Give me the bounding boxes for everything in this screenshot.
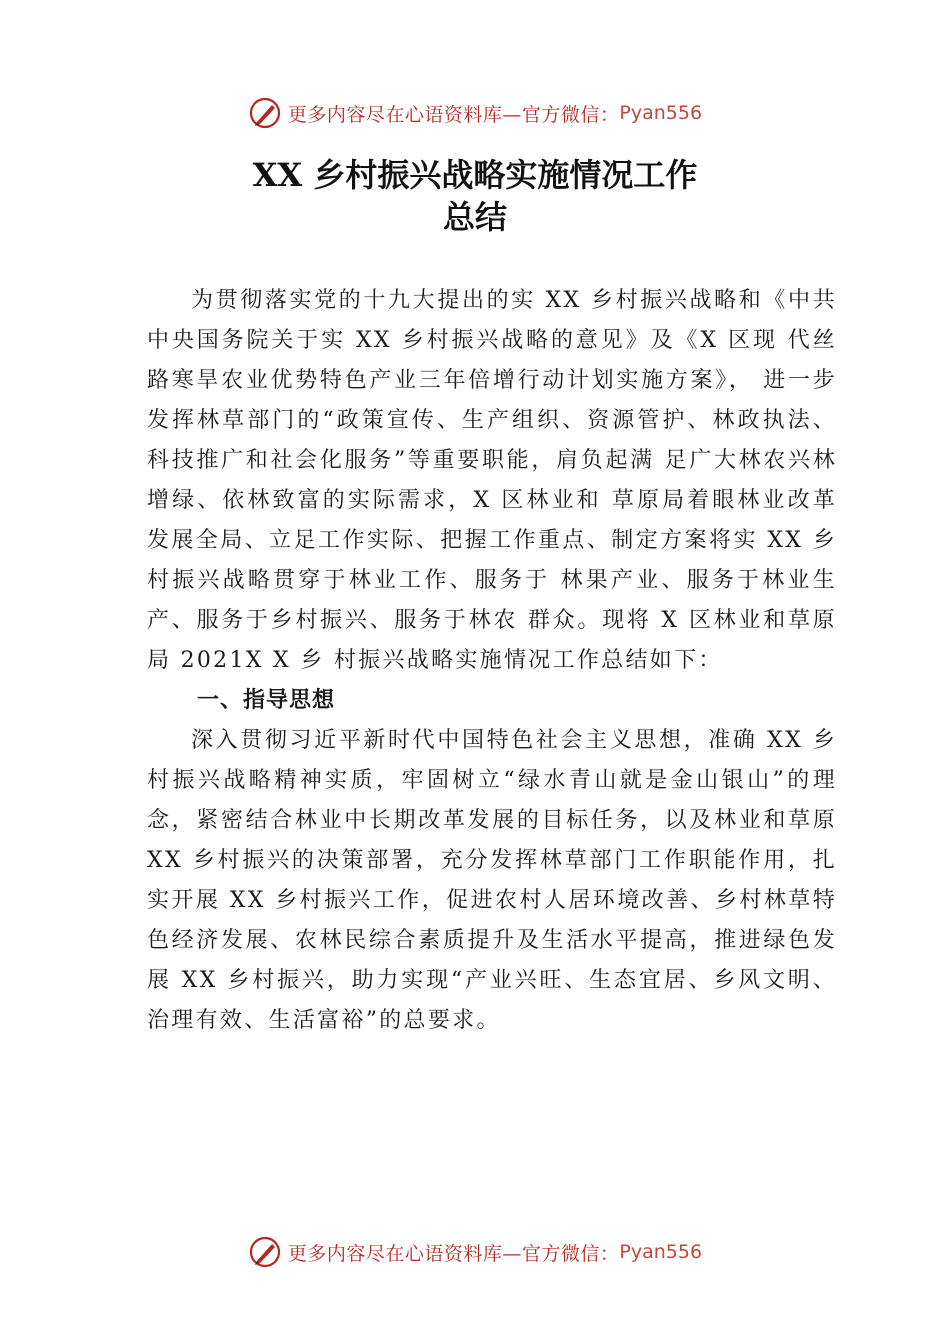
header-banner [0, 93, 950, 133]
pen-logo-icon [248, 1235, 282, 1269]
document-body [147, 281, 837, 1041]
document-title-continued: 总结 [442, 198, 507, 236]
banner-text: 更多内容尽在心语资料库—官方微信： [287, 103, 620, 126]
pen-logo-icon [248, 96, 282, 130]
banner-text: 更多内容尽在心语资料库—官方微信： [287, 1242, 620, 1265]
document-title: XX 乡村振兴战略实施情况工作 [252, 156, 698, 194]
intro-paragraph: 为贯彻落实党的十九大提出的实 XX 乡村振兴战略和《中共中央国务院关于实 XX 乡村振兴战略的意见》及《X 区现 代丝路寒旱农业优势特色产业三年倍增行动计划实施方案》， 进一步发挥林草部门的“政策宣传、生产组织、资源管护、林政执法、科技推广和社会化服务”等重要职能，肩负起满 足广大林农兴林增绿、依林致富的实际需求，X 区林业和 草原局着眼林业改革发展全局、立足工作实际、把握工作重点、制定方案将实 XX 乡村振兴战略贯穿于林业工作、服务于 林果产业、服务于林业生产、服务于乡村振兴、服务于林农 群众。现将 X 区林业和草原局 2021X X 乡 村振兴战略实施情况工作总结如下： [147, 288, 837, 673]
banner-contact: Pyan556 [619, 102, 703, 124]
section-heading: 一、指导思想 [197, 688, 336, 713]
footer-banner [0, 1232, 950, 1272]
section-paragraph: 深入贯彻习近平新时代中国特色社会主义思想，准确 XX 乡村振兴战略精神实质，牢固树立“绿水青山就是金山银山”的理念，紧密结合林业中长期改革发展的目标任务，以及林业和草原 XX 乡村振兴的决策部署，充分发挥林草部门工作职能作用，扎实开展 XX 乡村振兴工作，促进农村人居环境改善、乡村林草特色经济发展、农林民综合素质提升及生活水平提高，推进绿色发展 XX 乡村振兴，助力实现“产业兴旺、生态宜居、乡风文明、治理有效、生活富裕”的总要求。 [147, 728, 837, 1033]
banner-contact: Pyan556 [619, 1241, 703, 1263]
